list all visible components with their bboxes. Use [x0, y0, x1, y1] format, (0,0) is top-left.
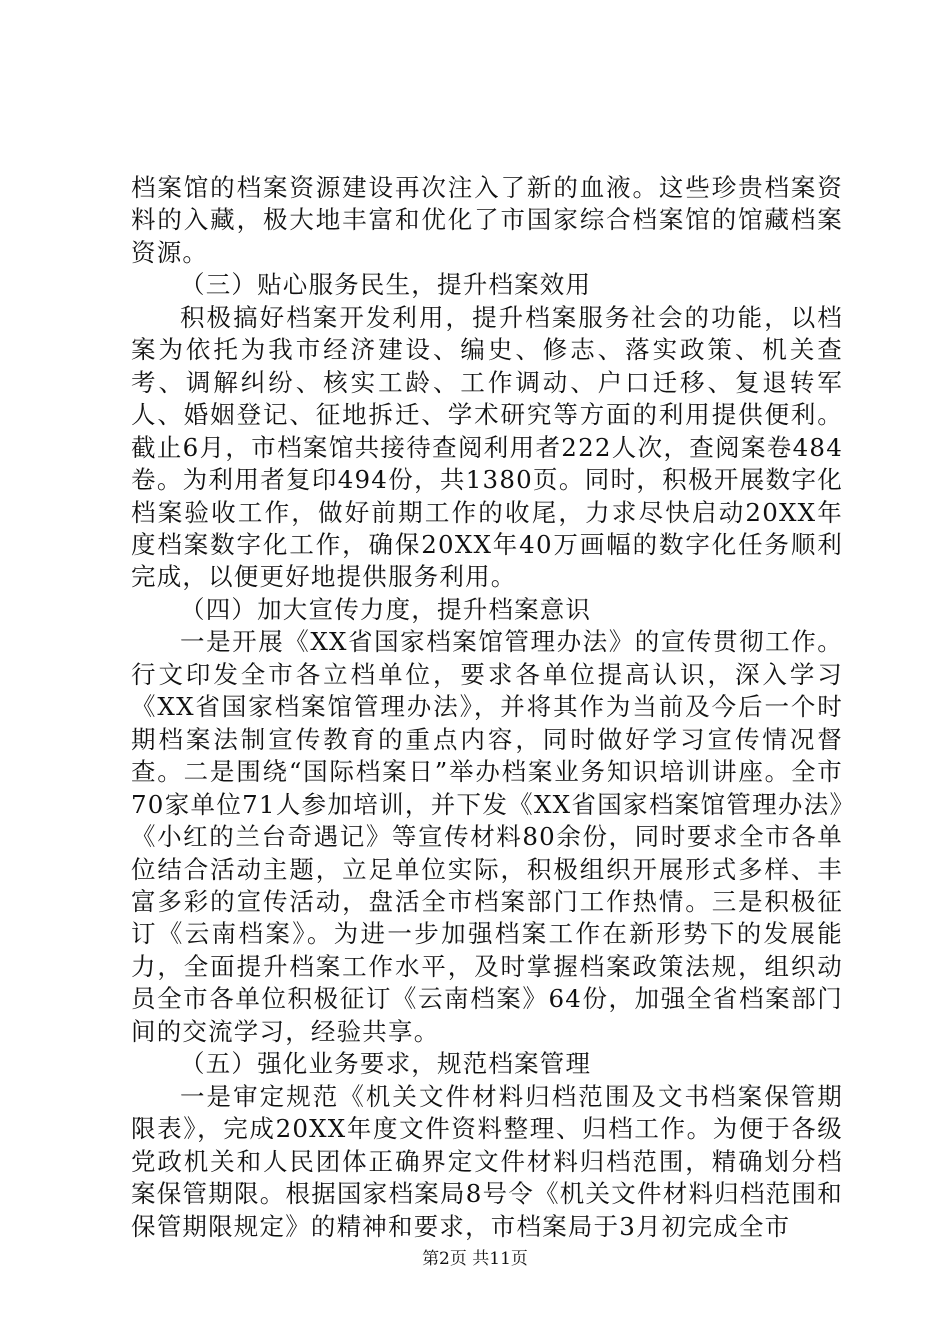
section-heading-4: （四）加大宣传力度，提升档案意识	[180, 594, 592, 624]
page-footer	[0, 1244, 950, 1269]
section-heading-5: （五）强化业务要求，规范档案管理	[180, 1049, 592, 1079]
document-body	[131, 172, 843, 1243]
paragraph-continuation: 档案馆的档案资源建设再次注入了新的血液。这些珍贵档案资料的入藏，极大地丰富和优化了市国家综合档案馆的馆藏档案资源。	[131, 173, 843, 267]
page-number-label: 第2页 共11页	[422, 1249, 528, 1269]
paragraph-publicity: 一是开展《XX省国家档案馆管理办法》的宣传贯彻工作。行文印发全市各立档单位，要求各单位提高认识，深入学习《XX省国家档案馆管理办法》，并将其作为当前及今后一个时期档案法制宣传教育的重点内容，同时做好学习宣传情况督查。二是围绕“国际档案日”举办档案业务知识培训讲座。全市70家单位71人参加培训，并下发《XX省国家档案馆管理办法》《小红的兰台奇遇记》等宣传材料80余份，同时要求全市各单位结合活动主题，立足单位实际，积极组织开展形式多样、丰富多彩的宣传活动，盘活全市档案部门工作热情。三是积极征订《云南档案》。为进一步加强档案工作在新形势下的发展能力，全面提升档案工作水平，及时掌握档案政策法规，组织动员全市各单位积极征订《云南档案》64份，加强全省档案部门间的交流学习，经验共享。	[131, 627, 843, 1046]
paragraph-management: 一是审定规范《机关文件材料归档范围及文书档案保管期限表》，完成20XX年度文件资料整理、归档工作。为便于各级党政机关和人民团体正确界定文件材料归档范围，精确划分档案保管期限。根据国家档案局8号令《机关文件材料归档范围和保管期限规定》的精神和要求，市档案局于3月初完成全市	[131, 1081, 843, 1241]
section-heading-3: （三）贴心服务民生，提升档案效用	[180, 270, 592, 300]
paragraph-service: 积极搞好档案开发利用，提升档案服务社会的功能，以档案为依托为我市经济建设、编史、修志、落实政策、机关查考、调解纠纷、核实工龄、工作调动、户口迁移、复退转军人、婚姻登记、征地拆迁、学术研究等方面的利用提供便利。截止6月，市档案馆共接待查阅利用者222人次，查阅案卷484卷。为利用者复印494份，共1380页。同时，积极开展数字化档案验收工作，做好前期工作的收尾，力求尽快启动20XX年度档案数字化工作，确保20XX年40万画幅的数字化任务顺利完成，以便更好地提供服务利用。	[131, 302, 843, 592]
